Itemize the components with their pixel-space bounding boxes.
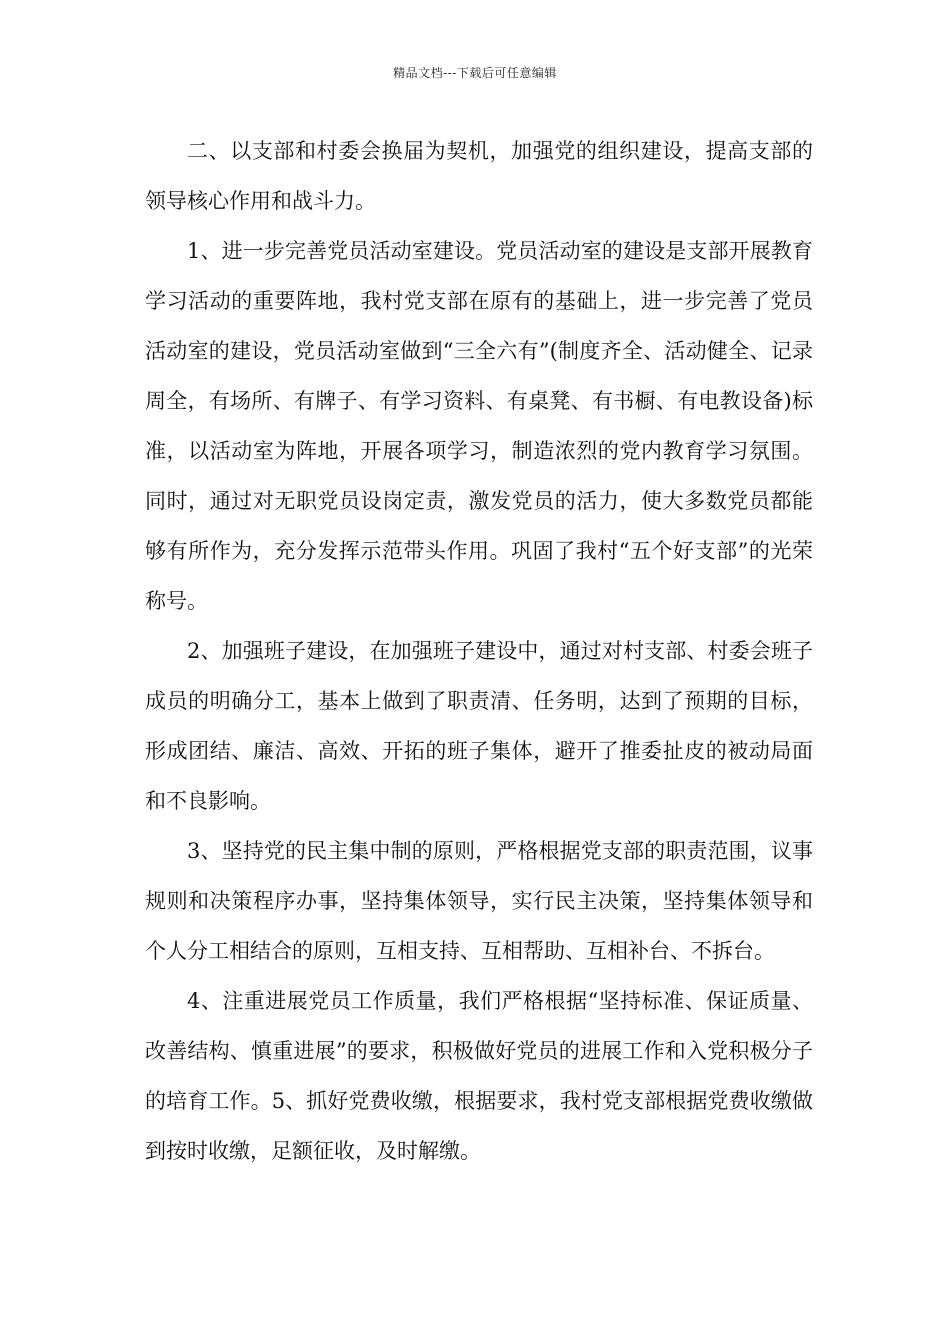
paragraph-section-two: 二、以支部和村委会换届为契机，加强党的组织建设，提高支部的领导核心作用和战斗力。 xyxy=(145,139,813,213)
paragraph-item-1: 1、进一步完善党员活动室建设。党员活动室的建设是支部开展教育学习活动的重要阵地，我村党支部在原有的基础上，进一步完善了党员活动室的建设，党员活动室做到“三全六有”(制度齐全、活动健全、记录周全，有场所、有牌子、有学习资料、有桌凳、有书橱、有电教设备)标准，以活动室为阵地，开展各项学习，制造浓烈的党内教育学习氛围。同时，通过对无职党员设岗定责，激发党员的活力，使大多数党员都能够有所作为，充分发挥示范带头作用。巩固了我村“五个好支部”的光荣称号。 xyxy=(145,239,813,613)
page-header: 精品文档---下载后可任意编辑 xyxy=(393,66,557,80)
paragraph-item-2: 2、加强班子建设，在加强班子建设中，通过对村支部、村委会班子成员的明确分工，基本上做到了职责清、任务明，达到了预期的目标，形成团结、廉洁、高效、开拓的班子集体，避开了推委扯皮的被动局面和不良影响。 xyxy=(145,639,813,813)
paragraph-item-4-5: 4、注重进展党员工作质量，我们严格根据“坚持标准、保证质量、改善结构、慎重进展”的要求，积极做好党员的进展工作和入党积极分子的培育工作。5、抓好党费收缴，根据要求，我村党支部根据党费收缴做到按时收缴，足额征收，及时解缴。 xyxy=(145,989,813,1163)
paragraph-item-3: 3、坚持党的民主集中制的原则，严格根据党支部的职责范围，议事规则和决策程序办事，坚持集体领导，实行民主决策，坚持集体领导和个人分工相结合的原则，互相支持、互相帮助、互相补台、不拆台。 xyxy=(145,839,813,963)
document-body xyxy=(145,126,813,1176)
